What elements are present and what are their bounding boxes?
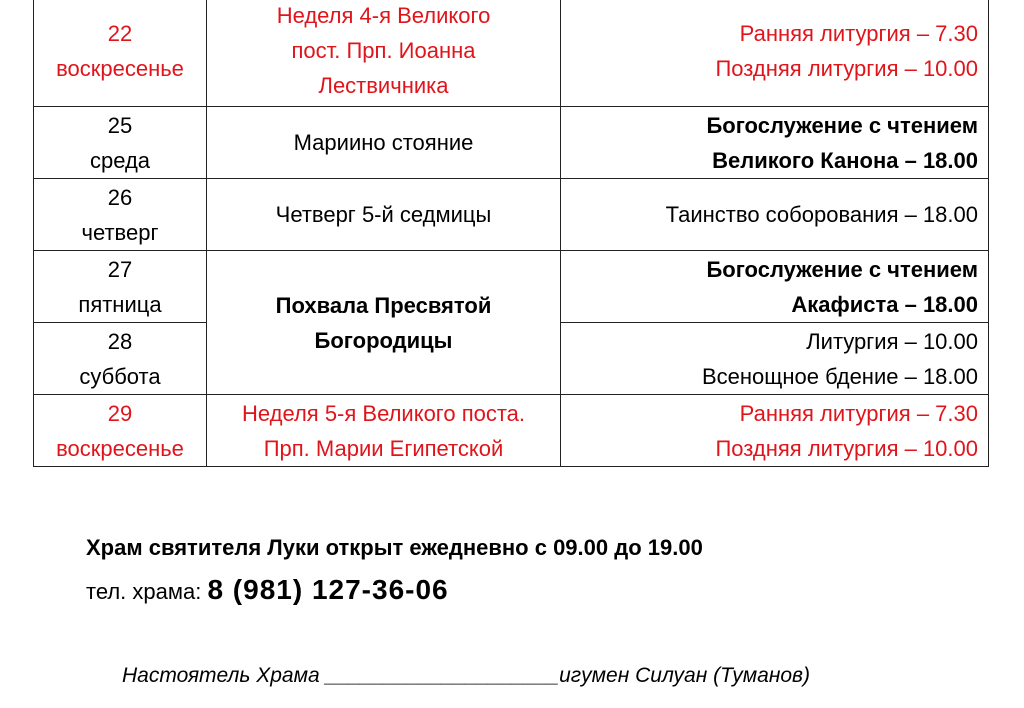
service-line: Поздняя литургия – 10.00	[715, 435, 978, 461]
event-line: Четверг 5-й седмицы	[275, 202, 492, 227]
schedule-table	[33, 0, 989, 467]
date-cell	[34, 251, 207, 323]
service-line: Акафиста – 18.00	[791, 291, 978, 317]
event-line: Прп. Марии Египетской	[263, 435, 504, 461]
event-cell	[207, 0, 561, 107]
service-line: Богослужение с чтением	[706, 256, 978, 282]
day-number: 25	[107, 112, 133, 138]
service-line: Поздняя литургия – 10.00	[715, 55, 978, 81]
service-line: Великого Канона – 18.00	[712, 147, 978, 173]
weekday: пятница	[78, 291, 162, 317]
date-cell	[34, 323, 207, 395]
service-cell	[561, 179, 989, 251]
event-line: Неделя 4-я Великого	[276, 3, 491, 28]
weekday: суббота	[79, 363, 161, 389]
weekday: среда	[89, 147, 151, 173]
date-cell	[34, 179, 207, 251]
phone-number: 8 (981) 127-36-06	[207, 574, 449, 605]
service-line: Литургия – 10.00	[806, 328, 978, 354]
service-cell	[561, 395, 989, 467]
table-row	[34, 0, 989, 107]
phone-line	[86, 574, 449, 606]
event-cell	[207, 251, 561, 395]
event-line: Мариино стояние	[293, 130, 474, 155]
service-line: Ранняя литургия – 7.30	[739, 20, 978, 46]
day-number: 28	[107, 328, 133, 354]
service-line: Богослужение с чтением	[706, 112, 978, 138]
phone-label: тел. храма:	[86, 579, 208, 604]
date-cell	[34, 107, 207, 179]
event-line: Неделя 5-я Великого поста.	[241, 400, 526, 426]
date-cell	[34, 395, 207, 467]
day-number: 26	[107, 184, 133, 210]
service-line: Всенощное бдение – 18.00	[702, 363, 978, 389]
event-line: Богородицы	[314, 327, 453, 353]
date-cell	[34, 0, 207, 107]
weekday: воскресенье	[56, 435, 184, 461]
opening-hours: Храм святителя Луки открыт ежедневно с 09.00 до 19.00	[86, 535, 703, 560]
service-line: Ранняя литургия – 7.30	[739, 400, 978, 426]
weekday: четверг	[81, 219, 159, 245]
service-line: Таинство соборования – 18.00	[665, 202, 978, 227]
day-number: 22	[107, 20, 133, 46]
day-number: 29	[107, 400, 133, 426]
table-row	[34, 395, 989, 467]
signature-line: Настоятель Храма ____________________игумен Силуан (Туманов)	[122, 664, 811, 687]
event-line: пост. Прп. Иоанна	[291, 38, 476, 63]
service-cell	[561, 107, 989, 179]
event-cell	[207, 107, 561, 179]
service-cell	[561, 323, 989, 395]
table-row	[34, 179, 989, 251]
event-line: Лествичника	[318, 73, 449, 98]
table-row	[34, 251, 989, 323]
service-cell	[561, 0, 989, 107]
weekday: воскресенье	[56, 55, 184, 81]
day-number: 27	[107, 256, 133, 282]
event-cell	[207, 179, 561, 251]
event-cell	[207, 395, 561, 467]
service-cell	[561, 251, 989, 323]
event-line: Похвала Пресвятой	[275, 292, 492, 318]
table-row	[34, 107, 989, 179]
